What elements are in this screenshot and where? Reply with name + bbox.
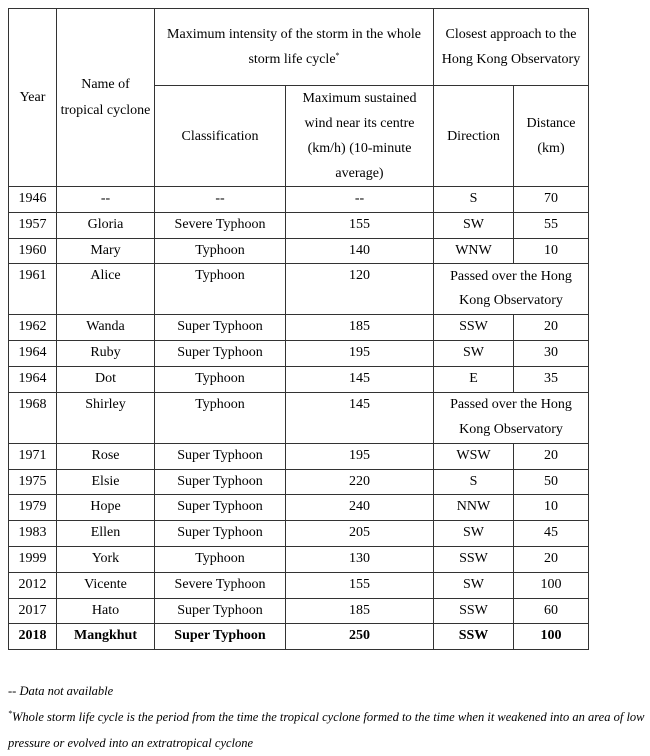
header-intensity-marker: * bbox=[335, 51, 340, 60]
cell-year: 1968 bbox=[9, 392, 57, 443]
header-intensity-group bbox=[155, 9, 434, 86]
cell-year: 1964 bbox=[9, 341, 57, 367]
cell-year: 1961 bbox=[9, 264, 57, 315]
cell-name: -- bbox=[57, 187, 155, 213]
cell-direction: SW bbox=[434, 341, 514, 367]
table-row bbox=[9, 392, 589, 443]
header-approach-group: Closest approach to the Hong Kong Observatory bbox=[434, 9, 589, 86]
cell-direction: SSW bbox=[434, 315, 514, 341]
cell-wind: -- bbox=[286, 187, 434, 213]
cell-distance: 20 bbox=[514, 546, 589, 572]
table-row bbox=[9, 624, 589, 650]
header-year: Year bbox=[9, 9, 57, 187]
cell-name: York bbox=[57, 546, 155, 572]
cell-distance: 50 bbox=[514, 469, 589, 495]
cell-year: 2012 bbox=[9, 572, 57, 598]
cell-name: Vicente bbox=[57, 572, 155, 598]
footnote-life-cycle bbox=[8, 704, 648, 756]
cell-name: Alice bbox=[57, 264, 155, 315]
table-row bbox=[9, 315, 589, 341]
cell-wind: 195 bbox=[286, 341, 434, 367]
cell-classification: Typhoon bbox=[155, 238, 286, 264]
cell-name: Shirley bbox=[57, 392, 155, 443]
cell-distance: 10 bbox=[514, 238, 589, 264]
table-row bbox=[9, 187, 589, 213]
table-row bbox=[9, 521, 589, 547]
cell-wind: 240 bbox=[286, 495, 434, 521]
cell-distance: 100 bbox=[514, 624, 589, 650]
cell-classification: Typhoon bbox=[155, 366, 286, 392]
cell-wind: 120 bbox=[286, 264, 434, 315]
table-body bbox=[9, 187, 589, 650]
table-row bbox=[9, 443, 589, 469]
cell-year: 1946 bbox=[9, 187, 57, 213]
cell-name: Mangkhut bbox=[57, 624, 155, 650]
table-row bbox=[9, 264, 589, 315]
cell-wind: 220 bbox=[286, 469, 434, 495]
cell-classification: Typhoon bbox=[155, 264, 286, 315]
cell-year: 1964 bbox=[9, 366, 57, 392]
cell-year: 1979 bbox=[9, 495, 57, 521]
cell-name: Ellen bbox=[57, 521, 155, 547]
cell-direction: SSW bbox=[434, 624, 514, 650]
cell-name: Mary bbox=[57, 238, 155, 264]
cell-distance: 20 bbox=[514, 315, 589, 341]
cell-year: 1957 bbox=[9, 212, 57, 238]
cell-year: 2018 bbox=[9, 624, 57, 650]
cell-name: Ruby bbox=[57, 341, 155, 367]
cell-classification: Super Typhoon bbox=[155, 521, 286, 547]
cell-approach: Passed over the Hong Kong Observatory bbox=[434, 264, 589, 315]
cell-year: 2017 bbox=[9, 598, 57, 624]
table-row bbox=[9, 212, 589, 238]
cell-direction: WSW bbox=[434, 443, 514, 469]
cell-wind: 195 bbox=[286, 443, 434, 469]
footnote-not-available: -- Data not available bbox=[8, 684, 114, 698]
cell-classification: Super Typhoon bbox=[155, 598, 286, 624]
header-intensity-text: Maximum intensity of the storm in the whole storm life cycle bbox=[167, 27, 421, 67]
cell-classification: Super Typhoon bbox=[155, 495, 286, 521]
cell-year: 1975 bbox=[9, 469, 57, 495]
table-row bbox=[9, 572, 589, 598]
cell-classification: Typhoon bbox=[155, 546, 286, 572]
cell-direction: SSW bbox=[434, 598, 514, 624]
cell-distance: 70 bbox=[514, 187, 589, 213]
cell-year: 1960 bbox=[9, 238, 57, 264]
cell-classification: Super Typhoon bbox=[155, 443, 286, 469]
table-row bbox=[9, 366, 589, 392]
footnotes bbox=[8, 678, 648, 756]
table-row bbox=[9, 238, 589, 264]
table-row bbox=[9, 546, 589, 572]
cell-name: Hato bbox=[57, 598, 155, 624]
cell-wind: 155 bbox=[286, 212, 434, 238]
cell-distance: 45 bbox=[514, 521, 589, 547]
cell-classification: Severe Typhoon bbox=[155, 572, 286, 598]
cell-name: Dot bbox=[57, 366, 155, 392]
cell-name: Wanda bbox=[57, 315, 155, 341]
cell-classification: Super Typhoon bbox=[155, 469, 286, 495]
cell-direction: S bbox=[434, 187, 514, 213]
cell-wind: 250 bbox=[286, 624, 434, 650]
cell-distance: 20 bbox=[514, 443, 589, 469]
cell-direction: SW bbox=[434, 572, 514, 598]
cell-distance: 55 bbox=[514, 212, 589, 238]
cell-direction: NNW bbox=[434, 495, 514, 521]
cell-distance: 35 bbox=[514, 366, 589, 392]
cell-distance: 30 bbox=[514, 341, 589, 367]
cell-wind: 145 bbox=[286, 366, 434, 392]
cell-direction: WNW bbox=[434, 238, 514, 264]
footnote-marker: * bbox=[8, 709, 12, 718]
cell-classification: Severe Typhoon bbox=[155, 212, 286, 238]
cell-wind: 145 bbox=[286, 392, 434, 443]
tropical-cyclone-table bbox=[8, 8, 589, 650]
cell-wind: 155 bbox=[286, 572, 434, 598]
cell-classification: Super Typhoon bbox=[155, 341, 286, 367]
cell-wind: 130 bbox=[286, 546, 434, 572]
cell-year: 1962 bbox=[9, 315, 57, 341]
cell-direction: SW bbox=[434, 212, 514, 238]
header-wind: Maximum sustained wind near its centre (km/h) (10-minute average) bbox=[286, 86, 434, 187]
cell-wind: 185 bbox=[286, 598, 434, 624]
cell-distance: 10 bbox=[514, 495, 589, 521]
table-row bbox=[9, 469, 589, 495]
cell-classification: Super Typhoon bbox=[155, 624, 286, 650]
header-name bbox=[57, 9, 155, 187]
cell-name: Rose bbox=[57, 443, 155, 469]
cell-wind: 140 bbox=[286, 238, 434, 264]
header-classification: Classification bbox=[155, 86, 286, 187]
cell-classification: Super Typhoon bbox=[155, 315, 286, 341]
cell-distance: 60 bbox=[514, 598, 589, 624]
cell-direction: SW bbox=[434, 521, 514, 547]
cell-name: Hope bbox=[57, 495, 155, 521]
table-row bbox=[9, 341, 589, 367]
header-distance: Distance (km) bbox=[514, 86, 589, 187]
cell-direction: S bbox=[434, 469, 514, 495]
cell-approach: Passed over the Hong Kong Observatory bbox=[434, 392, 589, 443]
cell-wind: 185 bbox=[286, 315, 434, 341]
cell-name: Elsie bbox=[57, 469, 155, 495]
cell-distance: 100 bbox=[514, 572, 589, 598]
cell-year: 1999 bbox=[9, 546, 57, 572]
cell-year: 1971 bbox=[9, 443, 57, 469]
header-name-text: Name of tropical cyclone bbox=[60, 76, 151, 118]
cell-classification: -- bbox=[155, 187, 286, 213]
header-direction: Direction bbox=[434, 86, 514, 187]
table-row bbox=[9, 598, 589, 624]
cell-direction: SSW bbox=[434, 546, 514, 572]
cell-direction: E bbox=[434, 366, 514, 392]
cell-wind: 205 bbox=[286, 521, 434, 547]
cell-year: 1983 bbox=[9, 521, 57, 547]
cell-classification: Typhoon bbox=[155, 392, 286, 443]
footnote-life-cycle-text: Whole storm life cycle is the period from the time the tropical cyclone formed to the time when it weakened into an area of low pressure or evolved into an extratropical cyclone bbox=[8, 710, 645, 750]
table-row bbox=[9, 495, 589, 521]
cell-name: Gloria bbox=[57, 212, 155, 238]
